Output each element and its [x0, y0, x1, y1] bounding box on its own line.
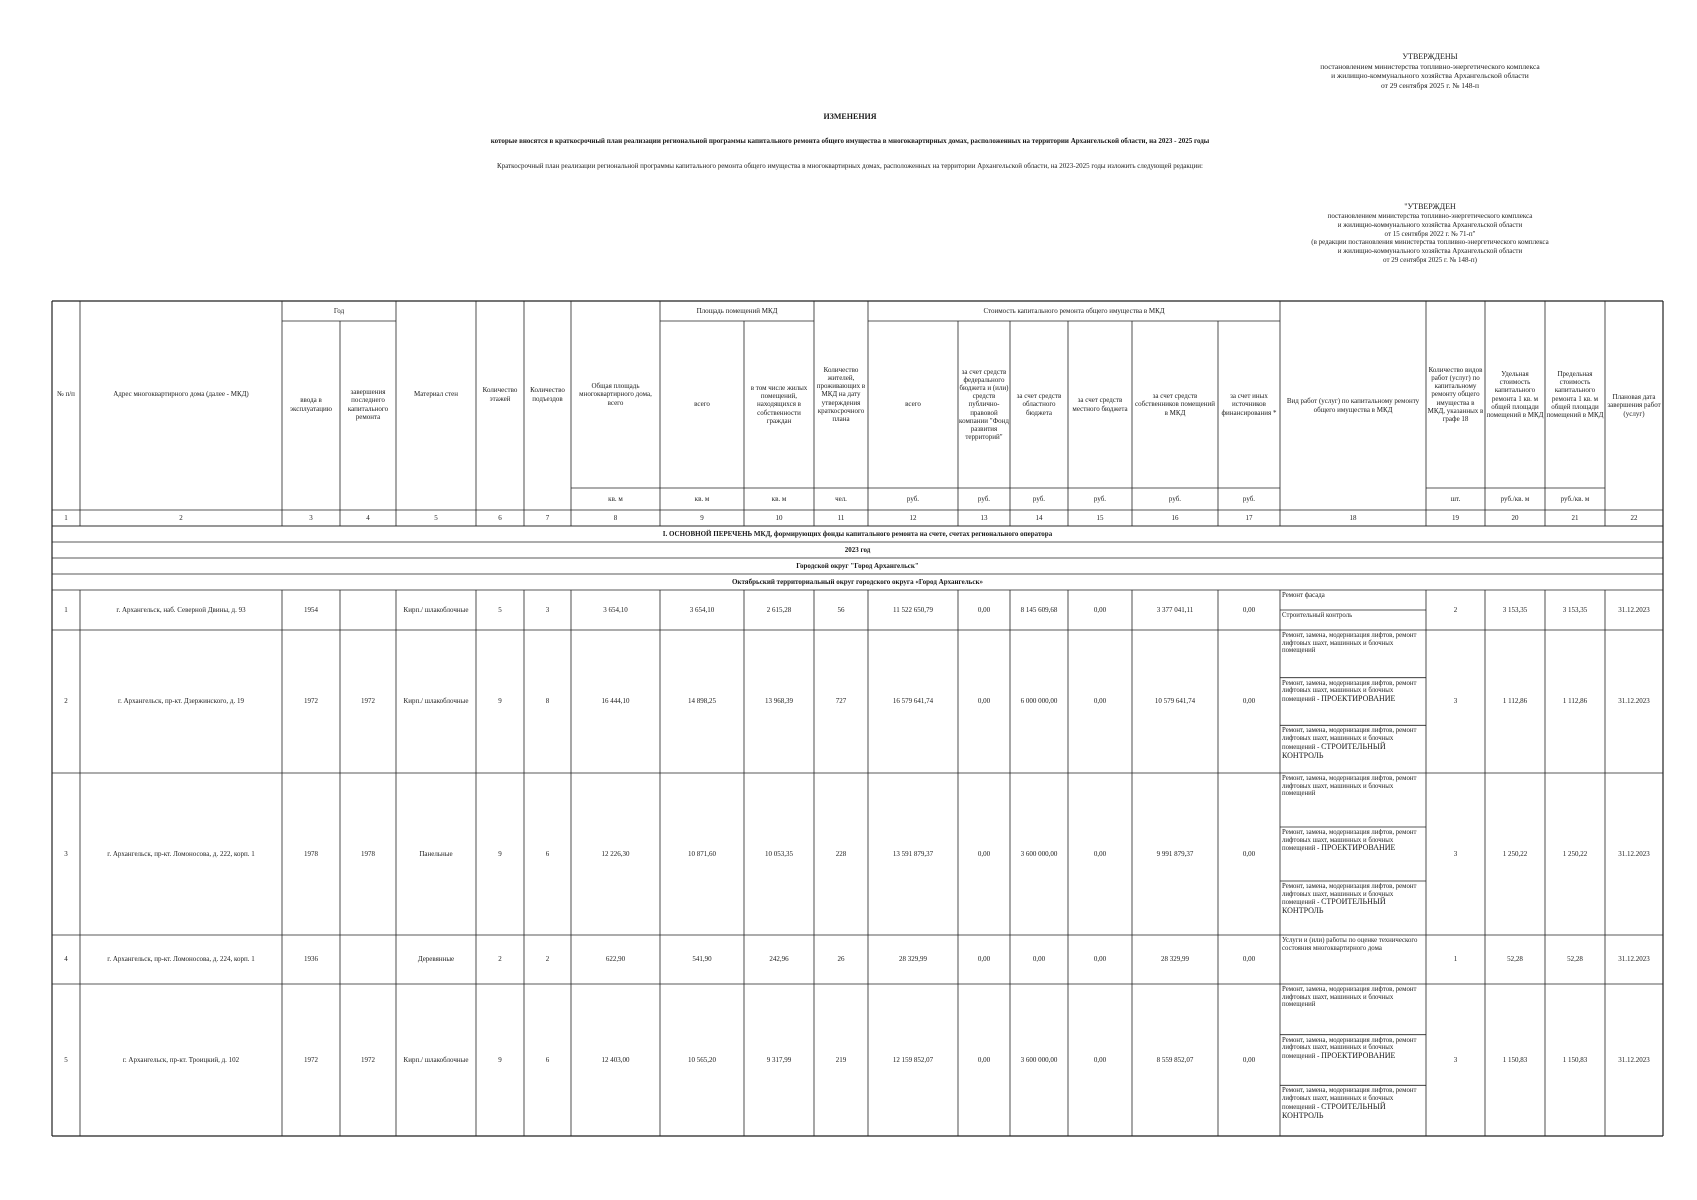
header-col-number: № п/п: [57, 390, 75, 399]
row-residents: 219: [835, 1055, 847, 1064]
row-planned-date: 31.12.2023: [1618, 1055, 1650, 1064]
header-col-area-residential: в том числе жилых помещений, находящихся в собственности граждан: [750, 384, 808, 425]
row-cost-other: 0,00: [1242, 605, 1256, 614]
row-year-repair: [340, 590, 396, 630]
row-year-built: 1978: [304, 849, 318, 858]
row-residents: 228: [835, 849, 847, 858]
header-col-floors: Количество этажей: [482, 386, 518, 403]
row-cost-owners: 9 991 879,37: [1156, 849, 1194, 858]
row-cost-federal: 0,00: [977, 849, 991, 858]
row-work-type: Ремонт, замена, модернизация лифтов, ремонт лифтовых шахт, машинных и блочных помещений - ПРОЕКТИРОВАНИЕ: [1282, 829, 1417, 853]
row-wall-material: Кирп./ шлакоблочные: [403, 605, 469, 614]
header-unit: руб.: [1032, 494, 1046, 503]
header-column-number: 20: [1511, 513, 1519, 522]
row-year-built: 1972: [304, 1055, 318, 1064]
row-address: г. Архангельск, пр-кт. Троицкий, д. 102: [122, 1055, 240, 1064]
approval-line: постановлением министерства топливно-энергетического комплекса: [1327, 212, 1533, 220]
header-column-number: 6: [498, 513, 502, 522]
row-unit-cost: 1 150,83: [1502, 1055, 1528, 1064]
approval-line: постановлением министерства топливно-энергетического комплекса: [1320, 62, 1540, 71]
row-total-area: 16 444,10: [601, 697, 630, 706]
row-unit-cost: 1 112,86: [1502, 697, 1528, 706]
row-work-count: 3: [1453, 849, 1458, 858]
header-unit: руб.: [1242, 494, 1256, 503]
row-work-type: Услуги и (или) работы по оценке технического состояния многоквартирного дома: [1282, 937, 1418, 952]
row-area-residential: 2 615,28: [766, 605, 792, 614]
row-max-cost: 1 150,83: [1562, 1055, 1588, 1064]
header-unit: руб.: [977, 494, 991, 503]
row-work-count: 2: [1453, 605, 1458, 614]
row-entrances: 6: [545, 1055, 550, 1064]
row-floors: 9: [498, 1055, 502, 1064]
header-col-cost-total: всего: [905, 400, 921, 409]
row-max-cost: 3 153,35: [1562, 605, 1588, 614]
header-group-year: Год: [333, 306, 345, 315]
row-work-type: Ремонт, замена, модернизация лифтов, ремонт лифтовых шахт, машинных и блочных помещений - ПРОЕКТИРОВАНИЕ: [1282, 1036, 1417, 1060]
approval-title: "УТВЕРЖДЕН: [1404, 202, 1456, 211]
row-work-count: 3: [1453, 1055, 1458, 1064]
section-heading: I. ОСНОВНОЙ ПЕРЕЧЕНЬ МКД, формирующих фонды капитального ремонта на счете, счетах регионального оператора: [662, 529, 1053, 538]
row-unit-cost: 3 153,35: [1502, 605, 1528, 614]
row-area-residential: 10 053,35: [765, 849, 793, 858]
row-total-area: 12 226,30: [601, 849, 630, 858]
header-unit: кв. м: [771, 494, 787, 503]
header-column-number: 9: [700, 513, 704, 522]
row-wall-material: Деревянные: [417, 955, 455, 964]
row-cost-other: 0,00: [1242, 1055, 1256, 1064]
row-area-total: 14 898,25: [688, 697, 716, 706]
row-entrances: 8: [545, 697, 550, 706]
header-col-residents: Количество жителей, проживающих в МКД на дату утверждения краткосрочного плана: [816, 366, 866, 423]
row-cost-total: 11 522 650,79: [893, 605, 933, 614]
row-area-total: 10 871,60: [688, 849, 716, 858]
row-year-built: 1972: [304, 697, 318, 706]
row-cost-other: 0,00: [1242, 955, 1256, 964]
row-cost-owners: 10 579 641,74: [1154, 697, 1196, 706]
header-col-cost-other: за счет иных источников финансирования *: [1221, 392, 1277, 417]
row-total-area: 12 403,00: [601, 1055, 630, 1064]
approval-line: от 15 сентября 2022 г. № 71-п": [1384, 229, 1476, 238]
header-unit: руб.: [906, 494, 920, 503]
row-work-type: Ремонт, замена, модернизация лифтов, ремонт лифтовых шахт, машинных и блочных помещений: [1282, 986, 1417, 1009]
row-work-type: Ремонт, замена, модернизация лифтов, ремонт лифтовых шахт, машинных и блочных помещений - СТРОИТЕЛЬНЫЙ КОНТРОЛЬ: [1282, 1087, 1417, 1120]
row-address: г. Архангельск, пр-кт. Дзержинского, д. 19: [118, 697, 244, 706]
row-cost-local: 0,00: [1093, 955, 1107, 964]
header-column-number: 21: [1571, 513, 1579, 522]
row-cost-regional: 8 145 609,68: [1020, 605, 1058, 614]
row-cost-total: 28 329,99: [899, 955, 927, 964]
row-number: 5: [64, 1055, 68, 1064]
section-heading: Городской округ "Город Архангельск": [796, 561, 919, 570]
header-column-number: 14: [1035, 513, 1043, 522]
header-group-cost: Стоимость капитального ремонта общего имущества в МКД: [983, 306, 1165, 315]
approval-line: и жилищно-коммунального хозяйства Архангельской области: [1331, 71, 1529, 81]
header-col-work-type: Вид работ (услуг) по капитальному ремонту общего имущества в МКД: [1286, 397, 1420, 414]
document-subtitle: которые вносятся в краткосрочный план реализации региональной программы капитального ремонта общего имущества в многоквартирных домах, расположенных на территории Архангельской области, на 2023 - 2025 годы: [490, 137, 1210, 145]
row-cost-federal: 0,00: [977, 955, 991, 964]
row-number: 3: [64, 849, 68, 858]
header-column-number: 13: [980, 513, 988, 522]
row-area-total: 3 654,10: [689, 605, 715, 614]
row-area-total: 10 565,20: [688, 1055, 716, 1064]
row-cost-regional: 3 600 000,00: [1020, 849, 1058, 858]
approval-line: (в редакции постановления министерства топливно-энергетического комплекса: [1311, 238, 1549, 247]
row-residents: 56: [837, 605, 845, 614]
header-column-number: 7: [545, 513, 550, 522]
header-column-number: 10: [775, 513, 783, 522]
header-column-number: 15: [1096, 513, 1104, 522]
header-col-cost-local: за счет средств местного бюджета: [1072, 396, 1128, 413]
row-cost-local: 0,00: [1093, 1055, 1107, 1064]
row-work-count: 3: [1453, 697, 1458, 706]
row-floors: 2: [498, 955, 502, 964]
row-floors: 9: [498, 697, 502, 706]
row-cost-regional: 3 600 000,00: [1020, 1055, 1058, 1064]
row-unit-cost: 52,28: [1507, 955, 1523, 964]
header-column-number: 4: [366, 513, 370, 522]
header-col-total-area: Общая площадь многоквартирного дома, всего: [579, 382, 652, 407]
header-unit: руб./кв. м: [1560, 494, 1590, 503]
row-planned-date: 31.12.2023: [1618, 697, 1650, 706]
approval-title: УТВЕРЖДЕНЫ: [1402, 52, 1458, 61]
row-year-repair: [340, 935, 396, 984]
header-column-number: 16: [1171, 513, 1179, 522]
row-address: г. Архангельск, пр-кт. Ломоносова, д. 222, корп. 1: [107, 849, 255, 858]
row-cost-regional: 6 000 000,00: [1020, 697, 1058, 706]
row-year-repair: 1978: [361, 849, 375, 858]
row-cost-local: 0,00: [1093, 849, 1107, 858]
section-heading: 2023 год: [844, 545, 871, 554]
row-planned-date: 31.12.2023: [1618, 605, 1650, 614]
approval-line: и жилищно-коммунального хозяйства Архангельской области: [1337, 247, 1523, 255]
header-col-cost-owners: за счет средств собственников помещений в МКД: [1135, 392, 1215, 417]
header-col-area-total: всего: [694, 400, 710, 409]
header-unit: руб.: [1168, 494, 1182, 503]
row-cost-total: 16 579 641,74: [892, 697, 934, 706]
row-number: 4: [64, 955, 68, 964]
approval-line: от 29 сентября 2025 г. № 148-п): [1383, 255, 1477, 264]
row-max-cost: 52,28: [1567, 955, 1583, 964]
row-cost-total: 12 159 852,07: [892, 1055, 934, 1064]
row-year-built: 1936: [304, 955, 318, 964]
header-unit: кв. м: [608, 494, 623, 503]
header-unit: шт.: [1450, 494, 1461, 503]
row-year-repair: 1972: [361, 697, 375, 706]
header-col-cost-federal: за счет средств федерального бюджета и (или) средств публично-правовой компании "Фонд развития территорий": [959, 368, 1009, 441]
row-work-type: Ремонт, замена, модернизация лифтов, ремонт лифтовых шахт, машинных и блочных помещений - СТРОИТЕЛЬНЫЙ КОНТРОЛЬ: [1282, 727, 1417, 760]
row-max-cost: 1 250,22: [1562, 849, 1588, 858]
row-cost-total: 13 591 879,37: [892, 849, 934, 858]
header-col-max-cost: Предельная стоимость капитального ремонта 1 кв. м общей площади помещений в МКД: [1546, 370, 1604, 419]
row-cost-federal: 0,00: [977, 605, 991, 614]
row-number: 2: [64, 697, 68, 706]
row-wall-material: Кирп./ шлакоблочные: [403, 697, 469, 706]
header-column-number: 1: [64, 513, 68, 522]
header-column-number: 8: [613, 513, 618, 522]
header-group-area: Площадь помещений МКД: [696, 306, 778, 315]
approval-line: от 29 сентября 2025 г. № 148-п: [1380, 80, 1480, 90]
row-work-count: 1: [1453, 955, 1458, 964]
row-cost-owners: 3 377 041,11: [1156, 605, 1194, 614]
document-title: ИЗМЕНЕНИЯ: [823, 112, 877, 121]
row-work-type: Ремонт, замена, модернизация лифтов, ремонт лифтовых шахт, машинных и блочных помещений: [1282, 775, 1417, 798]
row-total-area: 622,90: [605, 955, 626, 964]
approval-line: и жилищно-коммунального хозяйства Архангельской области: [1337, 220, 1523, 229]
row-cost-owners: 8 559 852,07: [1156, 1055, 1194, 1064]
row-total-area: 3 654,10: [603, 605, 628, 614]
header-column-number: 19: [1452, 513, 1459, 522]
header-column-number: 22: [1630, 513, 1638, 522]
row-cost-federal: 0,00: [977, 1055, 991, 1064]
row-floors: 5: [498, 605, 502, 614]
header-col-cost-regional: за счет средств областного бюджета: [1016, 392, 1062, 417]
header-col-wall-material: Материал стен: [414, 390, 458, 399]
row-unit-cost: 1 250,22: [1502, 849, 1528, 858]
row-work-type: Ремонт, замена, модернизация лифтов, ремонт лифтовых шахт, машинных и блочных помещений - ПРОЕКТИРОВАНИЕ: [1282, 679, 1417, 703]
row-area-total: 541,90: [692, 955, 712, 964]
row-area-residential: 9 317,99: [766, 1055, 792, 1064]
row-work-type: Ремонт, замена, модернизация лифтов, ремонт лифтовых шахт, машинных и блочных помещений: [1282, 632, 1417, 655]
row-area-residential: 13 968,39: [765, 697, 793, 706]
row-address: г. Архангельск, пр-кт. Ломоносова, д. 224, корп. 1: [107, 955, 255, 964]
header-column-number: 12: [909, 513, 917, 522]
header-col-year-built: ввода в эксплуатацию: [290, 396, 332, 413]
row-cost-other: 0,00: [1242, 849, 1256, 858]
header-column-number: 3: [309, 513, 313, 522]
row-entrances: 3: [545, 605, 550, 614]
row-cost-local: 0,00: [1093, 605, 1107, 614]
header-unit: чел.: [835, 494, 847, 503]
header-unit: руб./кв. м: [1500, 494, 1530, 503]
header-col-unit-cost: Удельная стоимость капитального ремонта 1 кв. м общей площади помещений в МКД: [1486, 370, 1544, 419]
row-number: 1: [64, 605, 68, 614]
row-cost-federal: 0,00: [977, 697, 991, 706]
header-col-planned-date: Плановая дата завершения работ (услуг): [1607, 393, 1661, 418]
row-work-type: Ремонт фасада: [1282, 592, 1325, 599]
row-residents: 26: [837, 955, 845, 964]
row-planned-date: 31.12.2023: [1618, 849, 1650, 858]
row-address: г. Архангельск, наб. Северной Двины, д. 93: [116, 605, 246, 614]
row-cost-local: 0,00: [1093, 697, 1107, 706]
row-work-type: Ремонт, замена, модернизация лифтов, ремонт лифтовых шахт, машинных и блочных помещений - СТРОИТЕЛЬНЫЙ КОНТРОЛЬ: [1282, 883, 1417, 916]
header-column-number: 18: [1349, 513, 1357, 522]
header-column-number: 5: [434, 513, 438, 522]
header-col-work-count: Количество видов работ (услуг) по капитальному ремонту общего имущества в МКД, указанных в графе 18: [1427, 366, 1484, 423]
header-col-year-repair: завершения последнего капитального ремонта: [347, 388, 389, 421]
header-col-entrances: Количество подъездов: [530, 386, 565, 403]
row-wall-material: Панельные: [419, 849, 453, 858]
row-year-built: 1954: [304, 605, 318, 614]
row-year-repair: 1972: [361, 1055, 375, 1064]
header-column-number: 11: [837, 513, 845, 522]
row-planned-date: 31.12.2023: [1618, 955, 1650, 964]
header-col-address: Адрес многоквартирного дома (далее - МКД): [113, 390, 249, 399]
row-residents: 727: [835, 697, 847, 706]
row-cost-owners: 28 329,99: [1161, 955, 1189, 964]
row-entrances: 6: [545, 849, 550, 858]
header-column-number: 17: [1245, 513, 1253, 522]
row-cost-other: 0,00: [1242, 697, 1256, 706]
row-area-residential: 242,96: [769, 955, 789, 964]
row-entrances: 2: [545, 955, 550, 964]
row-floors: 9: [498, 849, 502, 858]
document-intro: Краткосрочный план реализации региональной программы капитального ремонта общего имущества в многоквартирных домах, расположенных на территории Архангельской области, на 2023-2025 годы изложить следующей редакции:: [497, 162, 1203, 170]
row-work-type: Строительный контроль: [1282, 612, 1353, 619]
row-cost-regional: 0,00: [1032, 955, 1046, 964]
row-max-cost: 1 112,86: [1562, 697, 1588, 706]
row-wall-material: Кирп./ шлакоблочные: [403, 1055, 469, 1064]
header-unit: кв. м: [694, 494, 710, 503]
header-unit: руб.: [1093, 494, 1107, 503]
section-heading: Октябрьский территориальный округ городского округа «Город Архангельск»: [731, 577, 983, 586]
header-column-number: 2: [179, 513, 183, 522]
